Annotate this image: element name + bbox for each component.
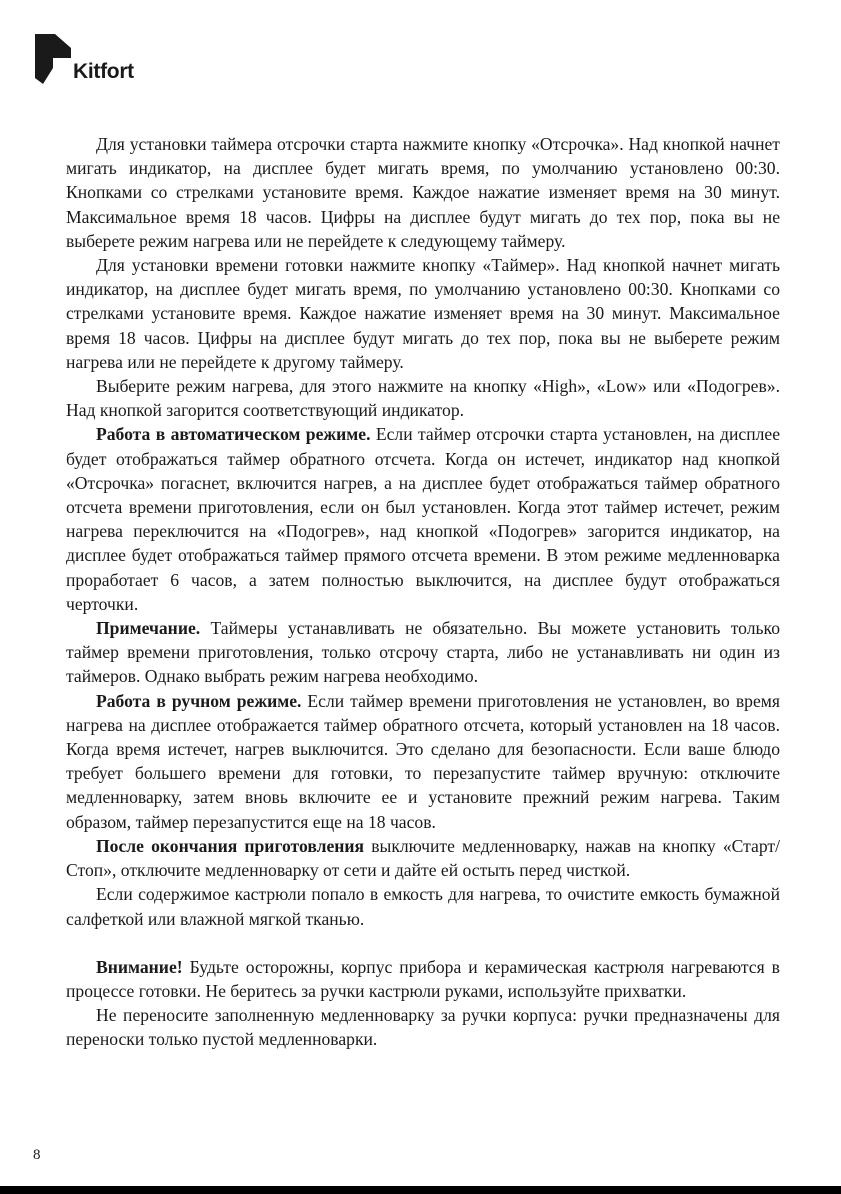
kitfort-logo-mark-icon [31, 34, 71, 84]
paragraph: Выберите режим нагрева, для этого нажмите на кнопку «High», «Low» или «Подогрев». Над кнопкой загорится соответствующий индикатор. [66, 376, 780, 421]
paragraph: Работа в автоматическом режиме. Если таймер отсрочки старта установлен, на дисплее будет отображаться таймер обратного отсчета. Когда он истечет, индикатор над кнопкой «Отсрочка» погаснет, включится нагрев, а на дисплее будет отображаться таймер обратного отсчета времени приготовления, если он был установлен. Когда этот таймер истечет, режим нагрева переключится на «Подогрев», над кнопкой «Подогрев» загорится индикатор, на дисплее будет отображаться таймер прямого отсчета времени. В этом режиме медленноварка проработает 6 часов, а затем полностью выключится, на дисплее будут отображаться черточки. [66, 424, 781, 614]
paragraph-lead: Работа в автоматическом режиме. [96, 424, 371, 445]
paragraph: Не переносите заполненную медленноварку за ручки корпуса: ручки предназначены для переноски только пустой медленноварки. [66, 1005, 780, 1050]
body-text [66, 132, 780, 1052]
paragraph-lead: Примечание. [96, 618, 201, 639]
brand-logo [31, 34, 134, 84]
paragraph-lead: Работа в ручном режиме. [96, 690, 302, 711]
paragraph: Для установки времени готовки нажмите кнопку «Таймер». Над кнопкой начнет мигать индикатор, на дисплее будет мигать время, по умолчанию установлено 00:30. Кнопками со стрелками установите время. Каждое нажатие изменяет время на 30 минут. Максимальное время 18 часов. Цифры на дисплее будут мигать до тех пор, пока вы не выберете режим нагрева или не перейдете к другому таймеру. [66, 255, 780, 372]
page-number: 8 [33, 1147, 41, 1163]
brand-name: Kitfort [73, 60, 134, 83]
paragraph: После окончания приготовления выключите медленноварку, нажав на кнопку «Старт/Стоп», отключите медленноварку от сети и дайте ей остыть перед чисткой. [66, 835, 780, 881]
paragraph: Для установки таймера отсрочки старта нажмите кнопку «Отсрочка». Над кнопкой начнет мигать индикатор, на дисплее будет мигать время, по умолчанию установлено 00:30. Кнопками со стрелками установите время. Каждое нажатие изменяет время на 30 минут. Максимальное время 18 часов. Цифры на дисплее будут мигать до тех пор, пока вы не выберете режим нагрева или не перейдете к следующему таймеру. [66, 134, 780, 251]
paragraph: Если содержимое кастрюли попало в емкость для нагрева, то очистите емкость бумажной салфеткой или влажной мягкой тканью. [66, 884, 780, 929]
paragraph: Внимание! Будьте осторожны, корпус прибора и керамическая кастрюля нагреваются в процессе готовки. Не беритесь за ручки кастрюли руками, используйте прихватки. [66, 956, 780, 1001]
paragraph-lead: После окончания приготовления [96, 835, 365, 856]
paragraph: Примечание. Таймеры устанавливать не обязательно. Вы можете установить только таймер времени приготовления, только отсрочу старта, либо не устанавливать ни один из таймеров. Однако выбрать режим нагрева необходимо. [66, 618, 780, 687]
bottom-rule [0, 1186, 841, 1194]
paragraph: Работа в ручном режиме. Если таймер времени приготовления не установлен, во время нагрева на дисплее отображается таймер обратного отсчета, который установлен на 18 часов. Когда время истечет, нагрев выключится. Это сделано для безопасности. Если ваше блюдо требует большего времени для готовки, то перезапустите таймер вручную: отключите медленноварку, затем вновь включите ее и установите прежний режим нагрева. Таким образом, таймер перезапустится еще на 18 часов. [66, 690, 780, 832]
paragraph-lead: Внимание! [96, 956, 183, 977]
